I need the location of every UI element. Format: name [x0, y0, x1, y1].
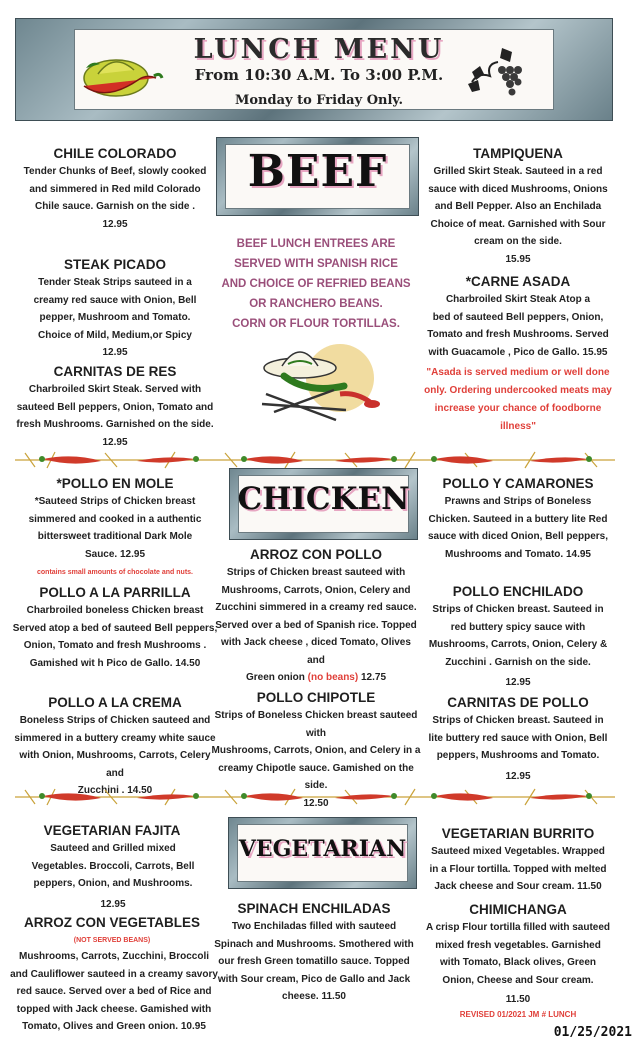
item-price-pollo-chipotle: 12.50	[303, 797, 329, 809]
item-name-chimichanga: CHIMICHANGA	[469, 902, 567, 917]
item-desc-pollo-en-mole: *Sauteed Strips of Chicken breast simmered and cooked in a authentic bittersweet traditional Dark Mole Sauce. 12.95	[28, 496, 202, 560]
item-desc-steak-picado: Tender Steak Strips sauteed in a creamy red sauce with Onion, Bell pepper, Mushroom and Tomato. Choice of Mild, Medium,or Spicy 12.95	[12, 274, 218, 362]
print-date: 01/25/2021	[553, 1025, 632, 1040]
item-desc-pollo-a-la-parrilla: Charbroiled boneless Chicken breast Served atop a bed of sauteed Bell peppers, Onion, Tomato and fresh Mushrooms . Gamished wit h Pico de Gallo. 14.50	[12, 605, 218, 669]
chicken-section-title: CHICKEN	[237, 481, 410, 517]
menu-title: LUNCH MENU	[193, 34, 445, 65]
item-desc-spinach-enchiladas: Two Enchiladas filled with sauteed Spinach and Mushrooms. Smothered with our fresh Green tomatillo sauce. Topped with Sour cream, Pico de Gallo and Jack cheese. 11.50	[214, 921, 414, 1002]
item-desc-carnitas-de-res: Charbroiled Skirt Steak. Served with sauteed Bell peppers, Onion, Tomato and fresh Mushrooms. Garnished on the side. 12.95	[10, 381, 220, 451]
item-price-chile-colorado: 12.95	[102, 218, 128, 230]
item-price-pollo-enchilado: 12.95	[505, 677, 531, 688]
item-desc-pollo-a-la-crema: Boneless Strips of Chicken sauteed and simmered in a buttery creamy white sauce with Onion, Mushrooms, Carrots, Celery and Zucchini . 14.50	[14, 715, 216, 796]
item-price-carnitas-de-res: 12.95	[102, 436, 128, 448]
pepper-divider	[15, 786, 615, 808]
item-price-chimichanga: 11.50	[505, 994, 531, 1005]
siesta-sombrero-illustration	[244, 338, 394, 430]
item-name-pollo-y-camarones: POLLO Y CAMARONES	[442, 476, 594, 491]
item-desc-arroz-con-pollo: Strips of Chicken breast sauteed with Mushrooms, Carrots, Onion, Celery and Zucchini simmered in a creamy red sauce. Served over a bed of Spanish rice. Topped with Jack cheese , diced Tomato, Olives and Green onion (no beans) 12.75	[215, 567, 417, 683]
item-price-steak-picado: 12.95	[102, 347, 128, 358]
item-desc-chimichanga: A crisp Flour tortilla filled with sauteed mixed fresh vegetables. Garnished with Tomato, Black olives, Green Onion, Cheese and Sour cream. 11.50	[412, 919, 624, 1009]
item-name-tampiquena: TAMPIQUENA	[473, 146, 563, 161]
item-name-vegetarian-fajita: VEGETARIAN FAJITA	[43, 823, 181, 838]
menu-days: Monday to Friday Only.	[235, 93, 403, 108]
beef-section-title: BEEF	[247, 146, 388, 197]
item-name-spinach-enchiladas: SPINACH ENCHILADAS	[237, 901, 391, 916]
no-beans-note: (no beans)	[307, 672, 359, 683]
item-desc-pollo-chipotle: Strips of Boneless Chicken breast sauteed with Mushrooms, Carrots, Onion, and Celery in a creamy Chipotle sauce. Gamished on the side. 12.50	[206, 707, 426, 812]
item-name-pollo-chipotle: POLLO CHIPOTLE	[256, 690, 376, 705]
item-desc-chile-colorado: Tender Chunks of Beef, slowly cooked and simmered in Red mild Colorado Chile sauce. Garnish on the side . 12.95	[12, 163, 218, 233]
item-price-vegetarian-fajita: 12.95	[100, 898, 126, 910]
item-desc-vegetarian-fajita: Sauteed and Grilled mixed Vegetables. Broccoli, Carrots, Bell peppers, Onion, and Mushrooms. 12.95	[10, 840, 216, 913]
item-desc-vegetarian-burrito: Sauteed mixed Vegetables. Wrapped in a Flour tortilla. Topped with melted Jack cheese and Sour cream. 11.50	[429, 846, 607, 892]
item-desc-tampiquena: Grilled Skirt Steak. Sauteed in a red sauce with diced Mushrooms, Onions and Bell Pepper. Also an Enchilada Choice of meat. Garnished with Sour cream on the side. 15.95	[417, 163, 619, 268]
item-name-steak-picado: STEAK PICADO	[63, 257, 166, 272]
beef-entree-note: BEEF LUNCH ENTREES ARE SERVED WITH SPANISH RICE AND CHOICE OF REFRIED BEANS OR RANCHERO BEANS. CORN OR FLOUR TORTILLAS.	[221, 238, 411, 330]
undercooked-meat-warning: "Asada is served medium or well done only. Ordering undercooked meats may increase your chance of foodborne illness"	[424, 367, 612, 432]
item-name-carnitas-de-res: CARNITAS DE RES	[53, 364, 177, 379]
vegetarian-section-title: VEGETARIAN	[238, 836, 407, 862]
item-desc-carnitas-de-pollo: Strips of Chicken breast. Sauteed in lite buttery red sauce with Onion, Bell peppers, Mushrooms and Tomato. 12.95	[417, 712, 619, 785]
item-name-arroz-con-pollo: ARROZ CON POLLO	[250, 547, 382, 562]
item-name-carnitas-de-pollo: CARNITAS DE POLLO	[447, 695, 589, 710]
menu-hours: From 10:30 A.M. To 3:00 P.M.	[194, 66, 444, 84]
item-name-pollo-en-mole: *POLLO EN MOLE	[56, 476, 174, 491]
item-name-pollo-a-la-parrilla: POLLO A LA PARRILLA	[39, 585, 191, 600]
item-name-chile-colorado: CHILE COLORADO	[53, 146, 177, 161]
item-desc-pollo-y-camarones: Prawns and Strips of Boneless Chicken. Sauteed in a buttery lite Red sauce with diced Onion, Bell peppers, Mushrooms and Tomato. 14.95	[427, 496, 609, 560]
no-beans-served-note: (NOT SERVED BEANS)	[73, 937, 151, 944]
item-price-carnitas-de-pollo: 12.95	[505, 770, 531, 782]
item-price-tampiquena: 15.95	[505, 253, 531, 265]
item-name-carne-asada: *CARNE ASADA	[465, 274, 571, 289]
mole-allergen-note: contains small amounts of chocolate and nuts.	[37, 569, 193, 576]
item-desc-carne-asada: Charbroiled Skirt Steak Atop a bed of sauteed Bell peppers, Onion, Tomato and fresh Mushrooms. Served with Guacamole , Pico de Gallo. 15.95	[427, 294, 609, 358]
item-desc-pollo-enchilado: Strips of Chicken breast. Sauteed in red buttery spicy sauce with Mushrooms, Carrots, Onion, Celery & Zucchini . Garnish on the side. 12.95	[417, 601, 619, 692]
item-name-vegetarian-burrito: VEGETARIAN BURRITO	[441, 826, 595, 841]
item-name-pollo-enchilado: POLLO ENCHILADO	[452, 584, 584, 599]
item-name-arroz-con-vegetables: ARROZ CON VEGETABLES	[23, 915, 200, 930]
item-desc-arroz-con-vegetables: Mushrooms, Carrots, Zucchini, Broccoli and Cauliflower sauteed in a creamy savory red sauce. Served over a bed of Rice and topped with Jack cheese. Gamished with Tomato, Olives and Green onion. 10.95	[10, 951, 218, 1032]
revision-note: REVISED 01/2021 JM # LUNCH	[459, 1010, 577, 1019]
item-name-pollo-a-la-crema: POLLO A LA CREMA	[48, 695, 182, 710]
